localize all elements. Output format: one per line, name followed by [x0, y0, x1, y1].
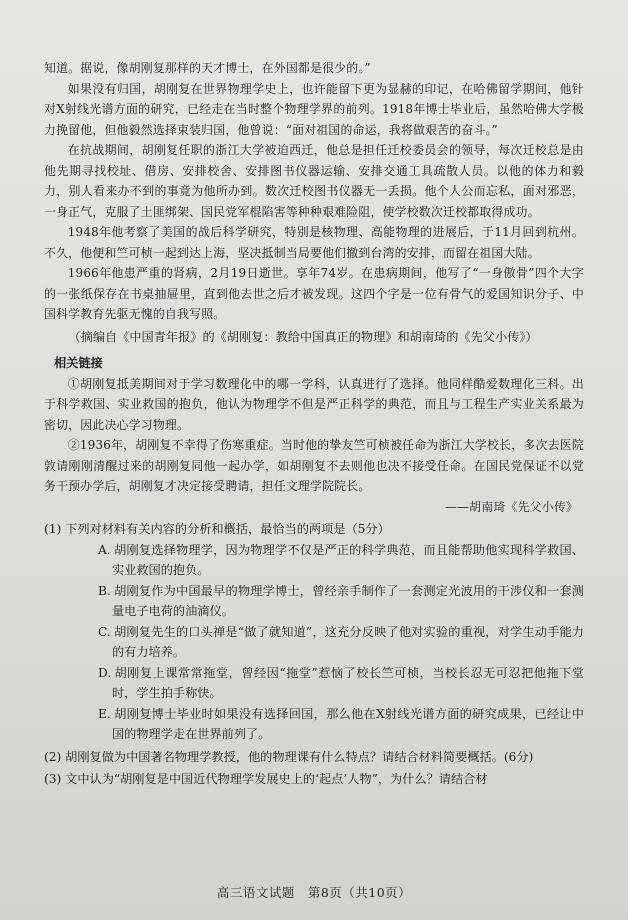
option-letter: D.	[98, 665, 112, 680]
passage-paragraph: 1948年他考察了美国的战后科学研究，特别是核物理、高能物理的进展后，于11月回到杭州。不久，他便和竺可桢一起到达上海，坚决抵制当局要他们撤到台湾的安排，而留在祖国大陆。	[44, 225, 584, 260]
option-a	[78, 540, 584, 581]
option-text: 胡刚复作为中国最早的物理学博士，曾经亲手制作了一套测定光波用的干涉仪和一套测量电子电荷的油滴仪。	[112, 583, 584, 618]
option-letter: B.	[98, 583, 111, 598]
passage-paragraph: 在抗战期间，胡刚复任职的浙江大学被迫西迁，他总是担任迁校委员会的领导，每次迁校总是由他先期寻找校址、借房、安排校舍、安排图书仪器运输、安排交通工具疏散人员。以他的体力和毅力，别人看来办不到的事竟为他所办到。数次迁校图书仪器无一丢损。他个人公而忘私，面对邪恶，一身正气，克服了土匪绑架、国民党军棍陷害等种种艰难险阻，使学校数次迁校都取得成功。	[44, 143, 584, 219]
option-e	[78, 704, 584, 745]
source-citation: （摘编自《中国青年报》的《胡刚复：教给中国真正的物理》和胡南琦的《先父小传》）	[68, 329, 538, 344]
option-letter: E.	[98, 706, 111, 721]
option-c	[78, 622, 584, 663]
related-attribution: ——胡南琦《先父小传》	[445, 499, 578, 514]
question-1-options	[44, 540, 584, 745]
question-1: (1) 下列对材料有关内容的分析和概括，最恰当的两项是（5分）	[44, 522, 390, 536]
option-letter: A.	[98, 542, 111, 557]
passage-paragraph: 1966年他患严重的肾病，2月19日逝世。享年74岁。在患病期间，他写了“一身傲骨”四个大字的一张纸保存在书桌抽屉里，直到他去世之后才被发现。这四个字是一位有骨气的爱国知识分子、中国科学教育先驱无愧的自我写照。	[44, 266, 584, 321]
related-link-item: ①胡刚复抵美期间对于学习数理化中的哪一学科，认真进行了选择。他同样酷爱数理化三科。出于科学救国、实业救国的抱负，他认为物理学不但是严正科学的典范，而且与工程生产实业关系最为密切，因此决心学习物理。	[44, 376, 584, 432]
passage-paragraph: 如果没有归国，胡刚复在世界物理学史上，也许能留下更为显赫的印记，在哈佛留学期间，他针对X射线光谱方面的研究，已经走在当时整个物理学界的前列。1918年博士毕业后，虽然哈佛大学极力挽留他，但他毅然选择束装归国，他曾说：“面对祖国的命运，我将做艰苦的奋斗。”	[44, 81, 584, 137]
question-2: (2) 胡刚复做为中国著名物理学教授，他的物理课有什么特点？请结合材料简要概括。(6分)	[44, 749, 534, 764]
option-d	[78, 663, 584, 704]
related-links-heading: 相关链接	[54, 356, 103, 370]
passage-paragraph: 知道。据说，像胡刚复那样的天才博士，在外国都是很少的。”	[44, 61, 371, 75]
option-text: 胡刚复先生的口头禅是“做了就知道”，这充分反映了他对实验的重视，对学生动手能力的有力培养。	[112, 624, 584, 659]
option-b	[78, 581, 584, 622]
option-text: 胡刚复选择物理学，因为物理学不仅是严正的科学典范，而且能帮助他实现科学救国、实业救国的抱负。	[112, 542, 584, 577]
question-3: (3) 文中认为“胡刚复是中国近代物理学发展史上的‘起点’人物”，为什么？请结合材	[44, 772, 488, 786]
related-link-item: ②1936年，胡刚复不幸得了伤寒重症。当时他的挚友竺可桢被任命为浙江大学校长，多次去医院敦请刚刚清醒过来的胡刚复同他一起办学，如胡刚复不去则他也决不接受任命。在国民党保证不以党务干预办学后，胡刚复才决定接受聘请，担任文理学院院长。	[44, 438, 584, 493]
page-footer: 高三语文试题 第8页（共10页）	[216, 885, 412, 900]
option-text: 胡刚复博士毕业时如果没有选择回国，那么他在X射线光谱方面的研究成果，已经让中国的物理学走在世界前列了。	[112, 706, 584, 741]
option-letter: C.	[98, 624, 111, 639]
option-text: 胡刚复上课常常拖堂，曾经因“拖堂”惹恼了校长竺可桢，当校长忍无可忍把他拖下堂时，学生拍手称快。	[112, 665, 584, 700]
